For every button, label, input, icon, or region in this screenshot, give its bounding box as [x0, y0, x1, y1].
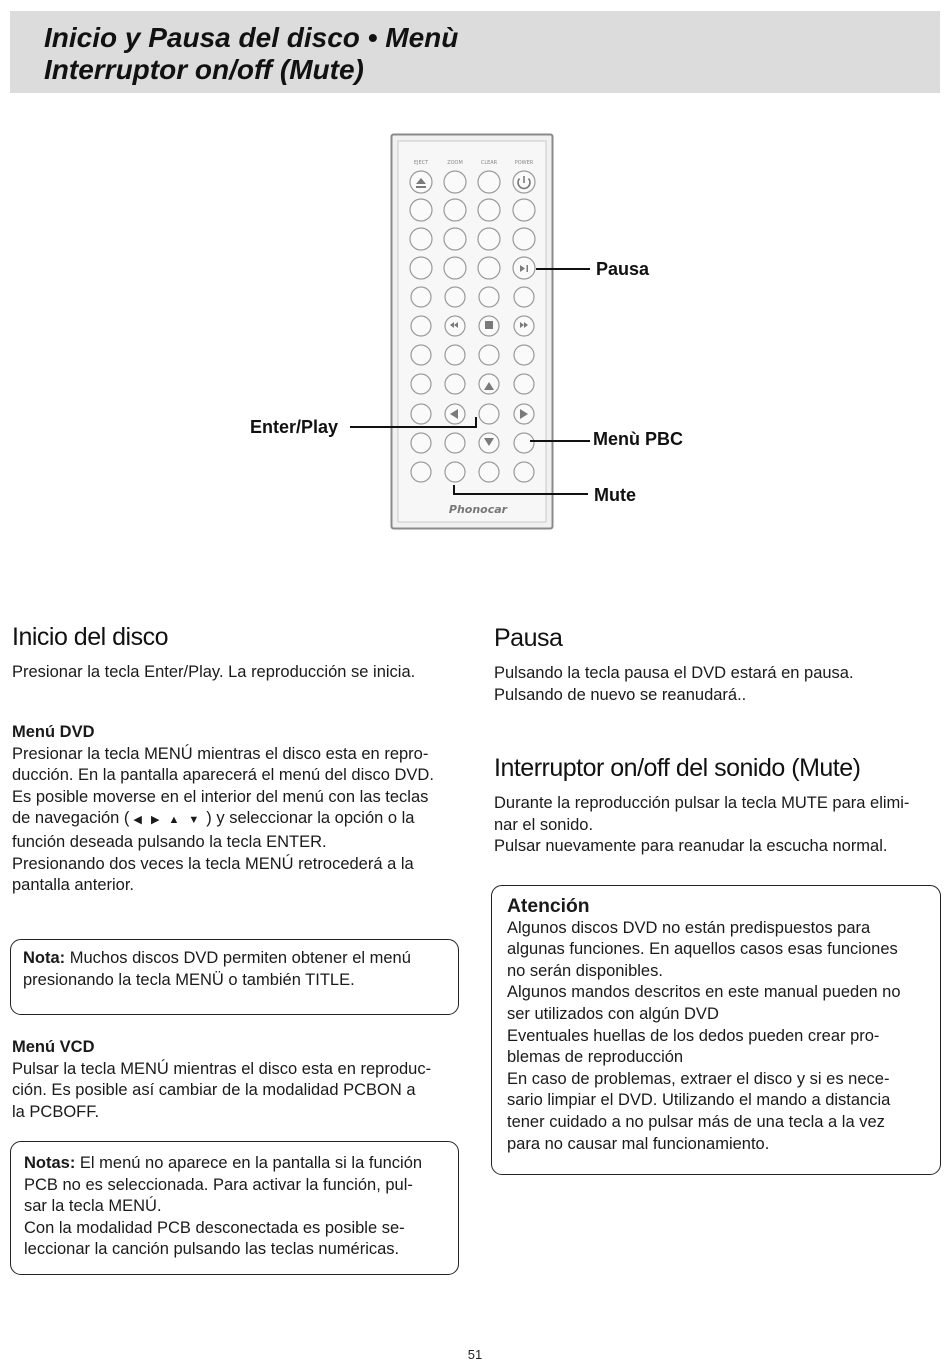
remote-button: [445, 462, 465, 482]
menu-dvd-text: [12, 744, 462, 897]
remote-control-svg: [390, 133, 554, 530]
remote-button: [514, 462, 534, 482]
remote-button: [410, 199, 432, 221]
stop-icon: [485, 321, 493, 329]
title-line-1: Inicio y Pausa del disco • Menù: [44, 22, 459, 53]
menu-vcd-title: Menú VCD: [12, 1038, 95, 1056]
pausa-callout-label: Pausa: [596, 259, 650, 279]
remote-button: [445, 433, 465, 453]
remote-button: [444, 171, 466, 193]
nota-body: Muchos discos DVD permiten obtener el menú presionando la tecla MENÜ o también TITLE.: [23, 949, 411, 989]
remote-button: [479, 462, 499, 482]
remote-button: [411, 462, 431, 482]
page-title: [44, 22, 458, 86]
mute-callout-label: Mute: [594, 485, 636, 505]
remote-button: [411, 316, 431, 336]
menu-dvd-text-2: ) y seleccionar la opción o la función deseada pulsando la tecla ENTER. Presionando dos veces la tecla MENÚ retrocederá a la pantalla anterior.: [12, 809, 415, 895]
title-line-2: Interruptor on/off (Mute): [44, 54, 364, 85]
left-column: [12, 622, 457, 684]
remote-button: [444, 257, 466, 279]
remote-button: [513, 199, 535, 221]
inicio-title: Inicio del disco: [12, 623, 168, 651]
remote-button: [514, 433, 534, 453]
menu-pbc-callout-line: [530, 440, 590, 442]
remote-button: [410, 228, 432, 250]
remote-button: [514, 287, 534, 307]
remote-button: [444, 199, 466, 221]
remote-button: [411, 287, 431, 307]
remote-button: [478, 199, 500, 221]
eject-label: EJECT: [413, 160, 429, 166]
remote-button: [479, 345, 499, 365]
nota-box: [10, 939, 459, 1015]
remote-control-illustration: [390, 133, 554, 530]
menu-dvd-section: [12, 722, 462, 897]
remote-button: [478, 257, 500, 279]
remote-button: [411, 345, 431, 365]
nota-label: Nota:: [23, 949, 66, 967]
pausa-section: [494, 623, 939, 706]
navigation-arrows-icon: ◀ ▶ ▲ ▼: [133, 814, 203, 827]
menu-dvd-text-1: Presionar la tecla MENÚ mientras el disco esta en repro- ducción. En la pantalla aparecerá el menú del disco DVD. Es posible moverse en el interior del menú con las teclas de navegación (: [12, 744, 434, 828]
remote-button: [513, 228, 535, 250]
remote-button: [410, 257, 432, 279]
menu-vcd-section: [12, 1037, 462, 1123]
atencion-text: Algunos discos DVD no están predispuestos para algunas funciones. En aquellos casos esas funciones no serán disponibles. Algunos mandos descritos en este manual pueden no ser utilizados con algún DVD Eventuales huellas de los dedos pueden crear pro- blemas de reproducción En caso de problemas, extraer el disco y si es nece- sario limpiar el DVD. Utilizando el mando a distancia tener cuidado a no pulsar más de una tecla a la vez para no causar mal funcionamiento.: [507, 918, 901, 1153]
atencion-box: [491, 885, 941, 1175]
enter-play-callout-line-v: [475, 417, 477, 428]
remote-button: [514, 345, 534, 365]
notas-text: [24, 1153, 445, 1261]
remote-button: [411, 374, 431, 394]
remote-button: [445, 287, 465, 307]
zoom-label: ZOOM: [447, 160, 463, 166]
remote-button: [478, 171, 500, 193]
remote-button: [411, 404, 431, 424]
notas-box: [10, 1141, 459, 1275]
pausa-callout-line: [536, 268, 590, 270]
remote-brand: Phonocar: [448, 503, 508, 516]
remote-button: [445, 345, 465, 365]
remote-button: [478, 228, 500, 250]
power-label: POWER: [514, 160, 534, 166]
remote-button: [514, 374, 534, 394]
pausa-text: Pulsando la tecla pausa el DVD estará en pausa. Pulsando de nuevo se reanudará..: [494, 664, 854, 704]
remote-button: [445, 316, 465, 336]
enter-play-callout-label: Enter/Play: [250, 417, 339, 437]
pausa-title: Pausa: [494, 624, 563, 652]
remote-button: [479, 404, 499, 424]
atencion-title: Atención: [507, 896, 590, 917]
page-number: 51: [467, 1347, 483, 1362]
clear-label: CLEAR: [480, 160, 498, 166]
menu-pbc-callout-label: Menù PBC: [593, 429, 683, 449]
page-header: [10, 11, 940, 93]
menu-vcd-text: Pulsar la tecla MENÚ mientras el disco esta en reproduc- ción. Es posible así cambiar de la modalidad PCBON a la PCBOFF.: [12, 1059, 432, 1121]
remote-button: [479, 287, 499, 307]
nota-text: [23, 948, 446, 991]
remote-button: [444, 228, 466, 250]
notas-label: Notas:: [24, 1154, 76, 1172]
mute-section: [494, 753, 939, 858]
mute-callout-line-h: [453, 493, 588, 495]
remote-button: [411, 433, 431, 453]
mute-text: Durante la reproducción pulsar la tecla MUTE para elimi- nar el sonido. Pulsar nuevamente para reanudar la escucha normal.: [494, 794, 910, 856]
menu-dvd-title: Menú DVD: [12, 723, 95, 741]
enter-play-callout-line-h: [350, 426, 476, 428]
mute-title: Interruptor on/off del sonido (Mute): [494, 754, 861, 782]
notas-body: El menú no aparece en la pantalla si la función PCB no es seleccionada. Para activar la función, pul- sar la tecla MENÚ. Con la modalidad PCB desconectada es posible se- leccionar la canción pulsando las teclas numéricas.: [24, 1154, 423, 1259]
remote-button: [445, 374, 465, 394]
inicio-text: Presionar la tecla Enter/Play. La reproducción se inicia.: [12, 663, 416, 681]
